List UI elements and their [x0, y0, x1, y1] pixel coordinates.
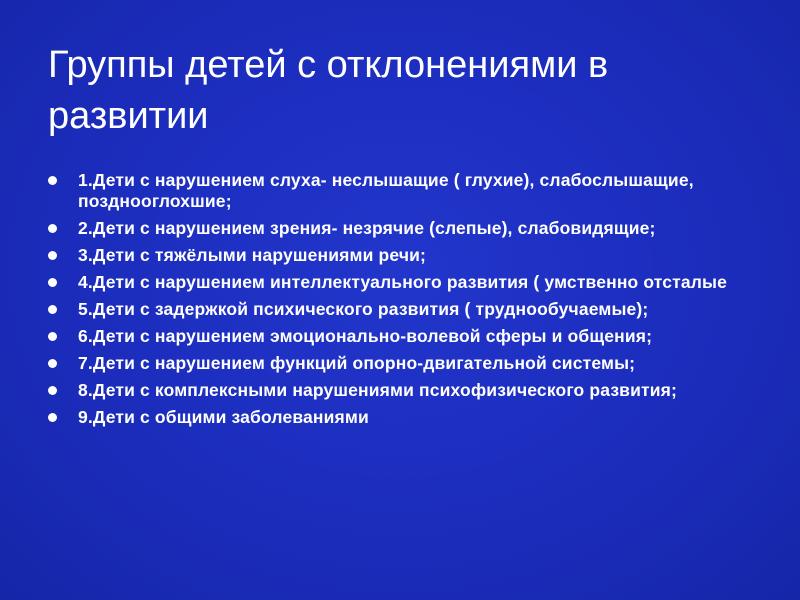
list-item-text: 4.Дети с нарушением интеллектуального развития ( умственно отсталые	[78, 272, 728, 292]
list-item-text: 5.Дети с задержкой психического развития ( труднообучаемые);	[78, 299, 649, 319]
bullet-icon	[48, 305, 57, 314]
list-item	[48, 299, 768, 320]
bullet-icon	[48, 359, 57, 368]
list-item	[48, 245, 768, 266]
bullet-icon	[48, 224, 57, 233]
list-item-text: 6.Дети с нарушением эмоционально-волевой сферы и общения;	[78, 326, 653, 346]
list-item-text: 3.Дети с тяжёлыми нарушениями речи;	[78, 245, 427, 265]
bullet-icon	[48, 278, 57, 287]
list-item	[48, 380, 768, 401]
list-item	[48, 353, 768, 374]
list-item-text: 9.Дети с общими заболеваниями	[78, 407, 369, 427]
bullet-icon	[48, 176, 57, 185]
bullet-icon	[48, 386, 57, 395]
list-item	[48, 170, 768, 212]
list-item-text: 7.Дети с нарушением функций опорно-двигательной системы;	[78, 353, 636, 373]
list-item	[48, 218, 768, 239]
bullet-icon	[48, 332, 57, 341]
list-item	[48, 407, 768, 428]
list-item	[48, 272, 768, 293]
bullet-icon	[48, 251, 57, 260]
bullet-icon	[48, 413, 57, 422]
list-item-text: 1.Дети с нарушением слуха- неслышащие ( глухие), слабослышащие, позднооглохшие;	[78, 170, 694, 211]
list-item	[48, 326, 768, 347]
list-item-text: 2.Дети с нарушением зрения- незрячие (слепые), слабовидящие;	[78, 218, 656, 238]
slide-title: Группы детей с отклонениями в развитии	[48, 44, 609, 137]
list-item-text: 8.Дети с комплексными нарушениями психофизического развития;	[78, 380, 677, 400]
bullet-list	[48, 170, 768, 434]
